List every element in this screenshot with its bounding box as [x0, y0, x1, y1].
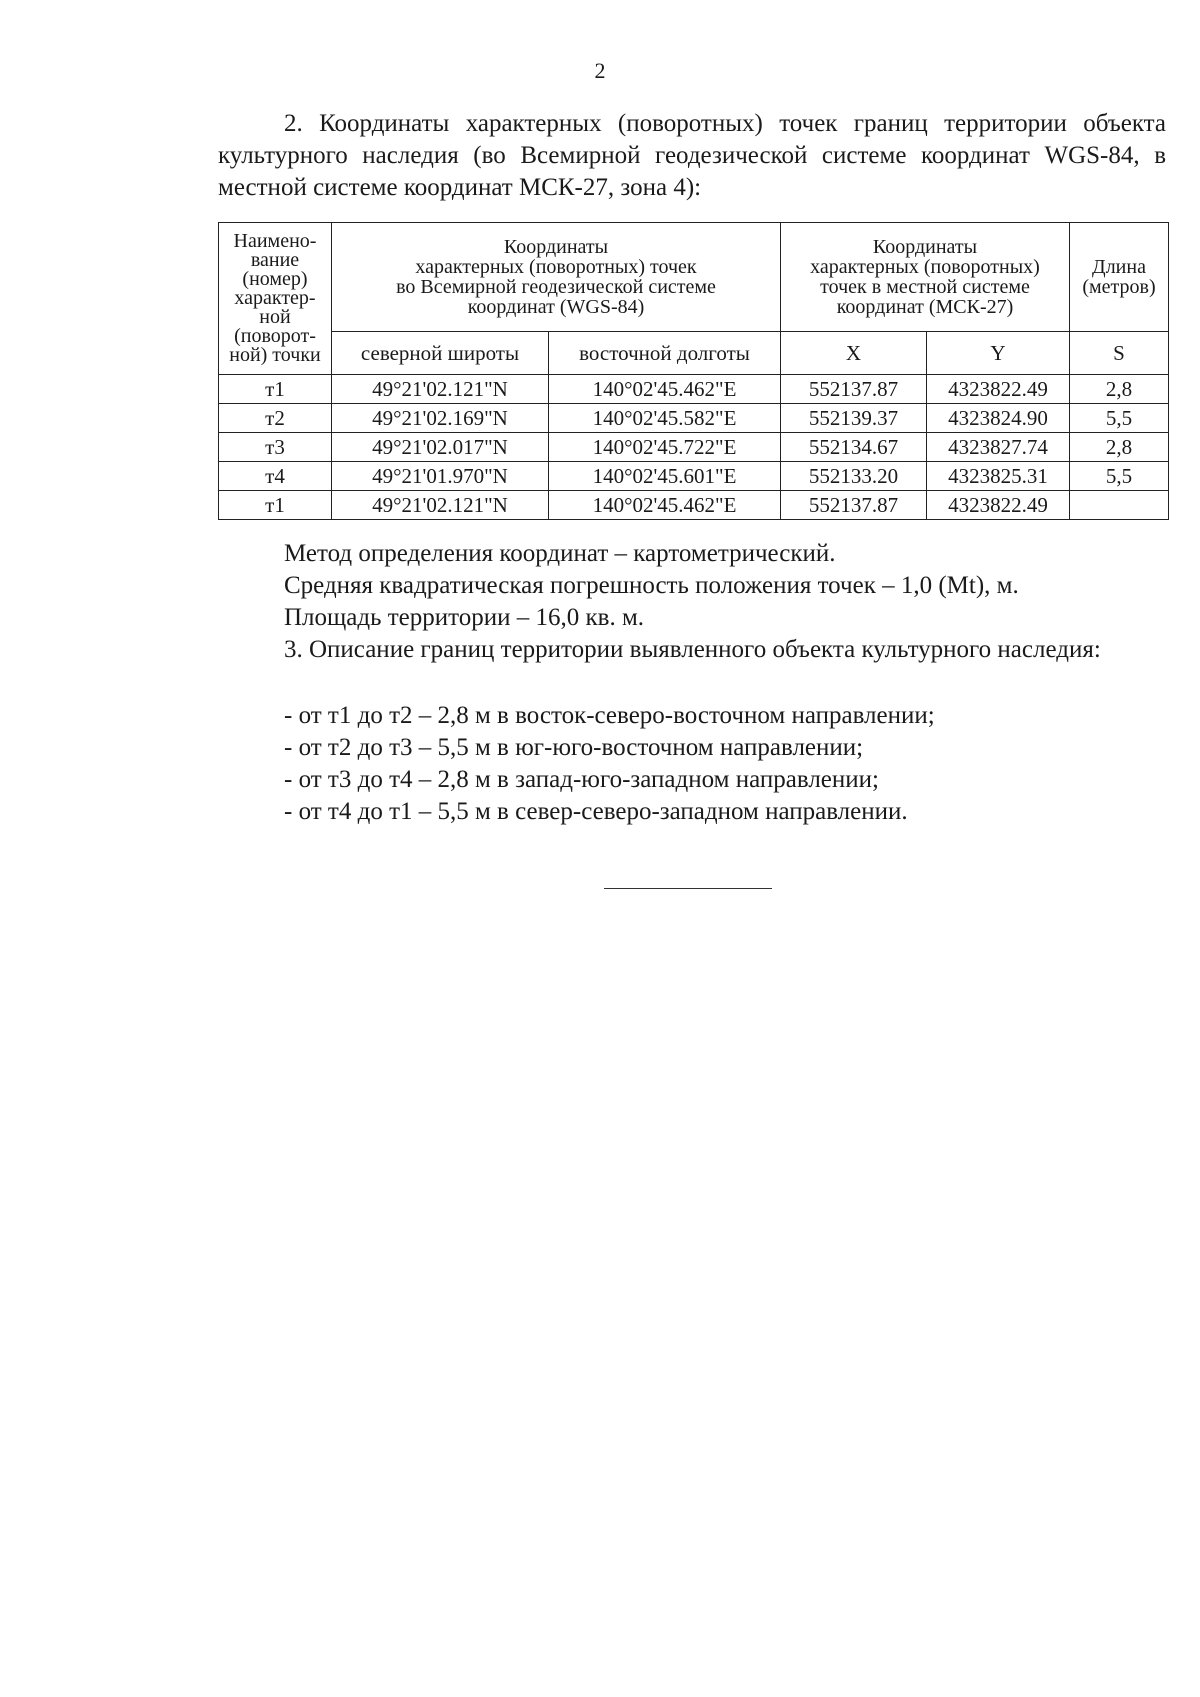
- cell-x: 552134.67: [781, 433, 927, 462]
- cell-y: 4323822.49: [927, 375, 1070, 404]
- cell-longitude: 140°02'45.462"E: [549, 375, 781, 404]
- table-header-row: [219, 223, 1169, 332]
- method-text: Метод определения координат – картометрический.: [284, 540, 836, 567]
- mean-error-text: Средняя квадратическая погрешность положения точек – 1,0 (Mt), м.: [284, 572, 1019, 599]
- list-item: - от т1 до т2 – 2,8 м в восток-северо-восточном направлении;: [284, 702, 935, 729]
- cell-point: т3: [219, 433, 332, 462]
- cell-latitude: 49°21'01.970"N: [332, 462, 549, 491]
- header-point-name: Наимено- вание (номер) характер- ной (поворот- ной) точки: [219, 223, 332, 375]
- cell-x: 552133.20: [781, 462, 927, 491]
- list-item: - от т4 до т1 – 5,5 м в север-северо-западном направлении.: [284, 798, 908, 825]
- table-row: [219, 462, 1169, 491]
- cell-longitude: 140°02'45.722"E: [549, 433, 781, 462]
- coordinates-table: [218, 222, 1169, 520]
- header-north-latitude: северной широты: [332, 332, 549, 375]
- section-3-heading: 3. Описание границ территории выявленного объекта культурного наследия:: [284, 636, 1101, 663]
- section-2-heading: 2. Координаты характерных (поворотных) точек границ территории объекта культурного наследия (во Всемирной геодезической системе координат WGS-84, в местной системе координат МСК-27, зона 4):: [218, 110, 1166, 201]
- cell-x: 552137.87: [781, 491, 927, 520]
- cell-y: 4323825.31: [927, 462, 1070, 491]
- cell-length: 2,8: [1070, 375, 1169, 404]
- cell-point: т1: [219, 491, 332, 520]
- list-item: - от т3 до т4 – 2,8 м в запад-юго-западном направлении;: [284, 766, 879, 793]
- header-y: Y: [927, 332, 1070, 375]
- header-s: S: [1070, 332, 1169, 375]
- end-rule-divider: [604, 888, 772, 889]
- page-number: 2: [594, 58, 606, 83]
- cell-length: 5,5: [1070, 462, 1169, 491]
- list-item: - от т2 до т3 – 5,5 м в юг-юго-восточном направлении;: [284, 734, 864, 761]
- cell-longitude: 140°02'45.582"E: [549, 404, 781, 433]
- header-msk-coordinates: Координаты характерных (поворотных) точек в местной системе координат (МСК-27): [781, 223, 1070, 332]
- header-east-longitude: восточной долготы: [549, 332, 781, 375]
- cell-latitude: 49°21'02.017"N: [332, 433, 549, 462]
- cell-point: т1: [219, 375, 332, 404]
- header-length: Длина (метров): [1070, 223, 1169, 332]
- cell-y: 4323822.49: [927, 491, 1070, 520]
- cell-length: [1070, 491, 1169, 520]
- table-row: [219, 433, 1169, 462]
- cell-length: 2,8: [1070, 433, 1169, 462]
- area-text: Площадь территории – 16,0 кв. м.: [284, 604, 645, 631]
- cell-x: 552137.87: [781, 375, 927, 404]
- table-row: [219, 491, 1169, 520]
- cell-latitude: 49°21'02.121"N: [332, 375, 549, 404]
- boundary-description-list: [218, 700, 1166, 828]
- cell-point: т4: [219, 462, 332, 491]
- header-wgs-coordinates: Координаты характерных (поворотных) точек во Всемирной геодезической системе координат (WGS-84): [332, 223, 781, 332]
- cell-point: т2: [219, 404, 332, 433]
- cell-x: 552139.37: [781, 404, 927, 433]
- table-row: [219, 375, 1169, 404]
- cell-y: 4323824.90: [927, 404, 1070, 433]
- cell-longitude: 140°02'45.462"E: [549, 491, 781, 520]
- table-row: [219, 404, 1169, 433]
- header-x: X: [781, 332, 927, 375]
- cell-length: 5,5: [1070, 404, 1169, 433]
- table-subheader-row: [219, 332, 1169, 375]
- cell-longitude: 140°02'45.601"E: [549, 462, 781, 491]
- cell-latitude: 49°21'02.121"N: [332, 491, 549, 520]
- cell-latitude: 49°21'02.169"N: [332, 404, 549, 433]
- cell-y: 4323827.74: [927, 433, 1070, 462]
